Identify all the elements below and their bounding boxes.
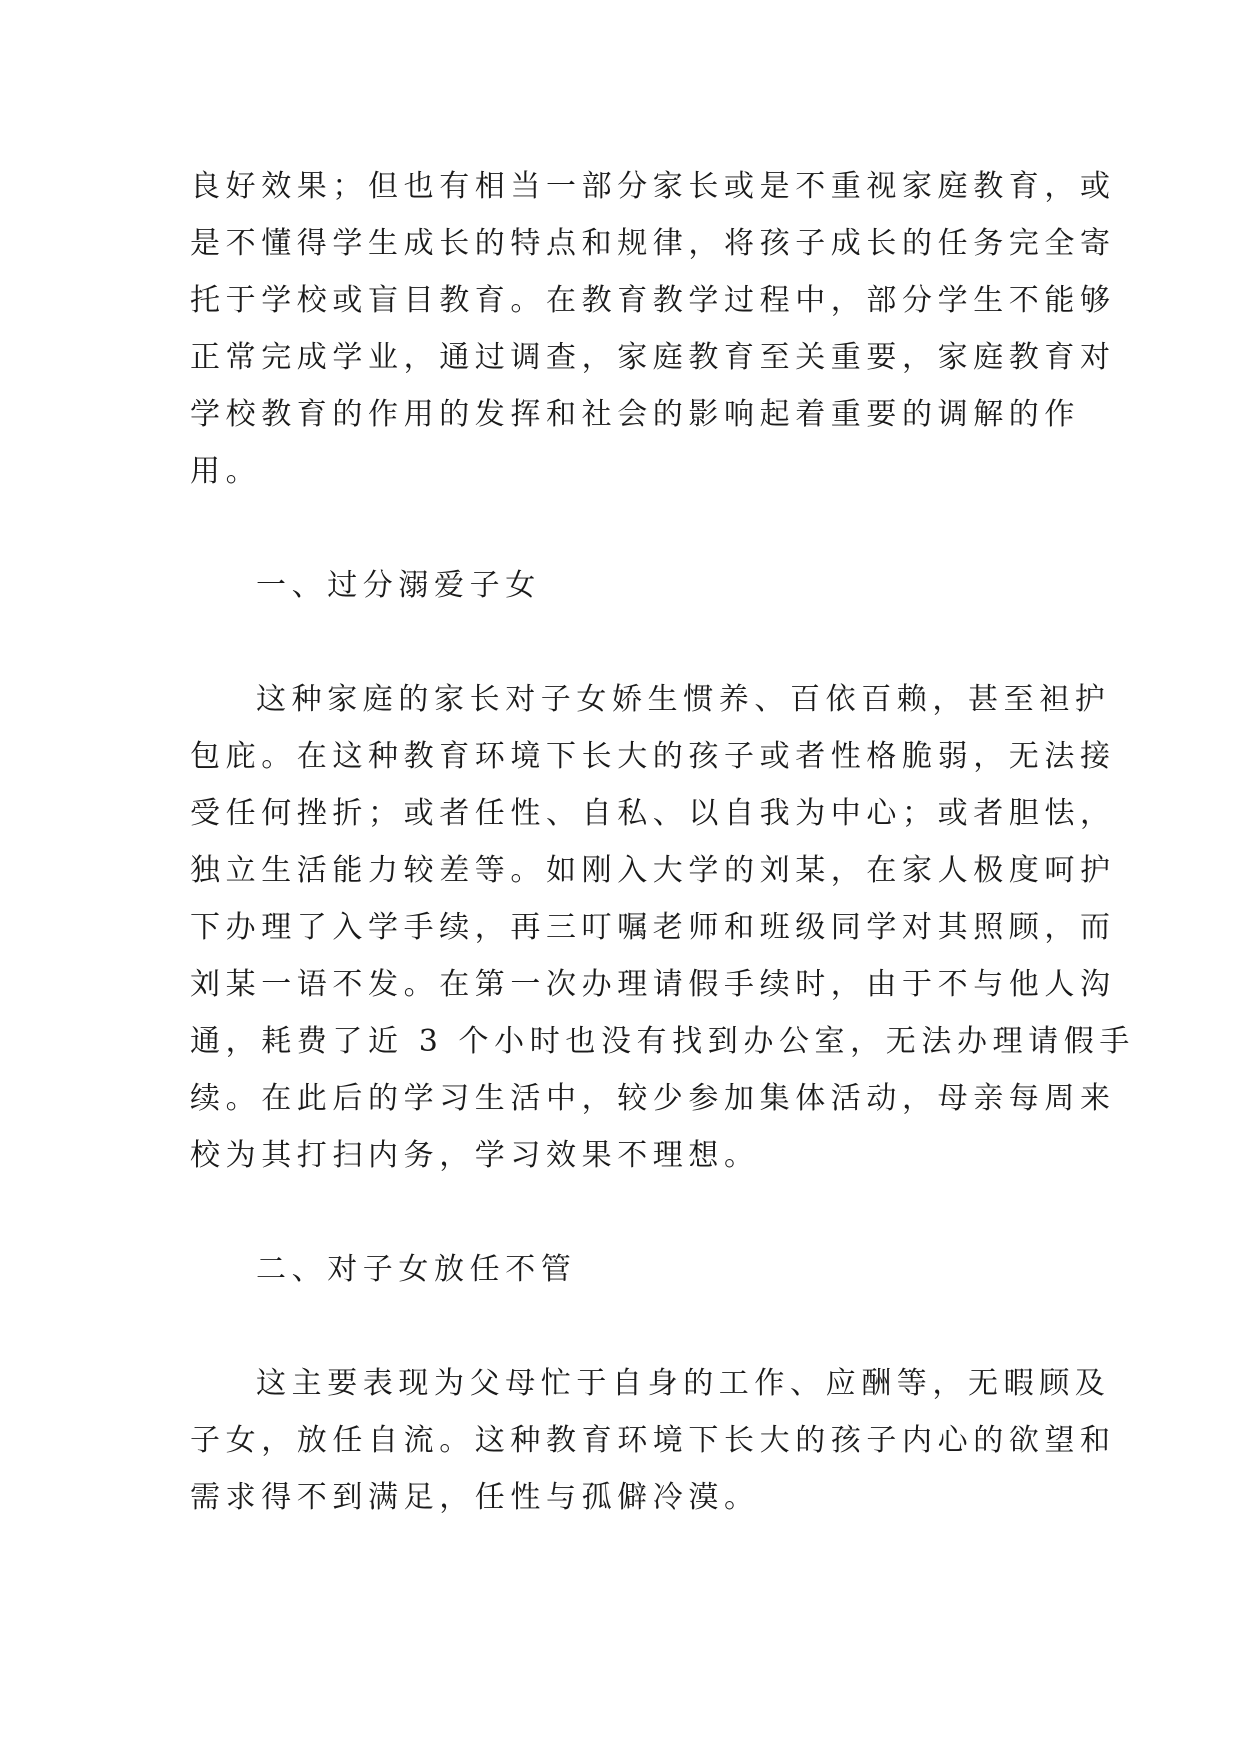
text-line: 下办理了入学手续，再三叮嘱老师和班级同学对其照顾，而 (190, 910, 1116, 945)
paragraph-gap (190, 1298, 1052, 1355)
text-line: 子女，放任自流。这种教育环境下长大的孩子内心的欲望和 (190, 1423, 1116, 1458)
text-line: 包庇。在这种教育环境下长大的孩子或者性格脆弱，无法接 (190, 739, 1116, 774)
section-heading: 二、对子女放任不管 (256, 1252, 577, 1287)
text-line: 刘某一语不发。在第一次办理请假手续时，由于不与他人沟 (190, 967, 1116, 1002)
document-page (190, 158, 1135, 1526)
body-paragraph (190, 1355, 1116, 1526)
paragraph-gap (190, 614, 1052, 671)
text-line: 良好效果；但也有相当一部分家长或是不重视家庭教育，或 (190, 169, 1116, 204)
text-line: 校为其打扫内务，学习效果不理想。 (190, 1138, 760, 1173)
paragraph-gap (190, 500, 1052, 557)
text-line: 通，耗费了近 3 个小时也没有找到办公室，无法办理请假手 (190, 1024, 1135, 1059)
paragraph-gap (190, 1184, 1052, 1241)
text-line: 这种家庭的家长对子女娇生惯养、百依百赖，甚至袒护 (256, 682, 1111, 717)
text-line: 用。 (190, 454, 262, 489)
body-paragraph (190, 671, 1135, 1184)
section-heading: 一、过分溺爱子女 (256, 568, 541, 603)
text-line: 受任何挫折；或者任性、自私、以自我为中心；或者胆怯， (190, 796, 1116, 831)
text-line: 续。在此后的学习生活中，较少参加集体活动，母亲每周来 (190, 1081, 1116, 1116)
text-line: 是不懂得学生成长的特点和规律，将孩子成长的任务完全寄 (190, 226, 1116, 261)
text-line: 需求得不到满足，任性与孤僻冷漠。 (190, 1480, 760, 1515)
text-line: 独立生活能力较差等。如刚入大学的刘某，在家人极度呵护 (190, 853, 1116, 888)
text-line: 托于学校或盲目教育。在教育教学过程中，部分学生不能够 (190, 283, 1116, 318)
body-paragraph (190, 158, 1116, 500)
text-line: 这主要表现为父母忙于自身的工作、应酬等，无暇顾及 (256, 1366, 1111, 1401)
text-line: 正常完成学业，通过调查，家庭教育至关重要，家庭教育对 (190, 340, 1116, 375)
text-line: 学校教育的作用的发挥和社会的影响起着重要的调解的作 (190, 397, 1080, 432)
